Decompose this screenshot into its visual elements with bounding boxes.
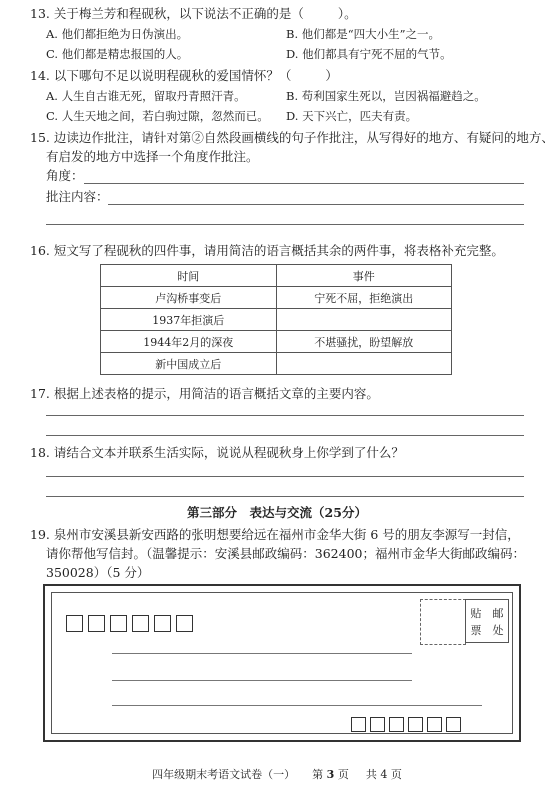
postcode-box[interactable] bbox=[408, 717, 423, 732]
q14-option-d: D. 天下兴亡，匹夫有责。 bbox=[286, 109, 418, 123]
q13-option-b: B. 他们都是“四大小生”之一。 bbox=[286, 27, 441, 41]
table-cell-event-blank[interactable] bbox=[276, 309, 452, 331]
table-row bbox=[101, 331, 452, 353]
sender-address-line[interactable] bbox=[112, 705, 482, 706]
q13-stem-close: ）。 bbox=[337, 6, 357, 21]
footer-exam-title: 四年级期末考语文试卷（一） bbox=[152, 768, 296, 781]
q15-angle-line[interactable] bbox=[84, 183, 524, 184]
q18-answer-line-1[interactable] bbox=[46, 476, 524, 477]
recipient-name-line[interactable] bbox=[112, 680, 412, 681]
q19-stem-line3: 350028）（5 分） bbox=[46, 565, 150, 580]
q14-stem-text: 14. 以下哪句不足以说明程砚秋的爱国情怀？（ bbox=[30, 68, 292, 83]
q13-option-d: D. 他们都具有宁死不屈的气节。 bbox=[286, 47, 452, 61]
q15-content-label: 批注内容： bbox=[46, 189, 109, 204]
postcode-box[interactable] bbox=[110, 615, 127, 632]
stamp-area bbox=[420, 599, 466, 645]
q14-stem-close: ） bbox=[325, 68, 338, 83]
postcode-box[interactable] bbox=[154, 615, 171, 632]
recipient-address-line[interactable] bbox=[112, 653, 412, 654]
stamp-label-text: 贴 邮 票 处 bbox=[470, 607, 504, 637]
q15-angle-label: 角度： bbox=[46, 168, 84, 183]
q14-stem bbox=[30, 68, 338, 84]
q15-content-line-1[interactable] bbox=[108, 204, 524, 205]
table-header-event: 事件 bbox=[276, 265, 452, 287]
postcode-box[interactable] bbox=[427, 717, 442, 732]
table-header-row bbox=[101, 265, 452, 287]
q16-table bbox=[100, 264, 452, 375]
q18-stem: 18. 请结合文本并联系生活实际，说说从程砚秋身上你学到了什么？ bbox=[30, 445, 404, 460]
table-row bbox=[101, 309, 452, 331]
table-cell-time: 1937年拒演后 bbox=[101, 309, 277, 331]
q17-stem: 17. 根据上述表格的提示，用简洁的语言概括文章的主要内容。 bbox=[30, 386, 379, 401]
postcode-box[interactable] bbox=[132, 615, 149, 632]
envelope bbox=[43, 584, 521, 742]
footer-page-post: 页 bbox=[334, 768, 349, 781]
postcode-box[interactable] bbox=[176, 615, 193, 632]
q14-option-a: A. 人生自古谁无死，留取丹青照汗青。 bbox=[46, 89, 246, 103]
q13-stem bbox=[30, 6, 357, 22]
q16-stem: 16. 短文写了程砚秋的四件事，请用简洁的语言概括其余的两件事，将表格补充完整。 bbox=[30, 243, 504, 258]
table-header-time: 时间 bbox=[101, 265, 277, 287]
section-title: 第三部分 表达与交流（25分） bbox=[187, 505, 367, 520]
q14-option-c: C. 人生天地之间，若白驹过隙，忽然而已。 bbox=[46, 109, 269, 123]
q14-option-b: B. 苟利国家生死以，岂因祸福避趋之。 bbox=[286, 89, 486, 103]
q17-answer-line-1[interactable] bbox=[46, 415, 524, 416]
table-cell-time: 1944年2月的深夜 bbox=[101, 331, 277, 353]
table-cell-event-blank[interactable] bbox=[276, 353, 452, 375]
postcode-box[interactable] bbox=[88, 615, 105, 632]
footer-page-pre: 第 bbox=[312, 768, 327, 781]
postcode-box[interactable] bbox=[351, 717, 366, 732]
table-cell-time: 卢沟桥事变后 bbox=[101, 287, 277, 309]
footer-page-number: 3 bbox=[326, 768, 335, 781]
postcode-box[interactable] bbox=[389, 717, 404, 732]
postcode-box[interactable] bbox=[446, 717, 461, 732]
postcode-box[interactable] bbox=[370, 717, 385, 732]
table-row bbox=[101, 287, 452, 309]
q19-stem-line1: 19. 泉州市安溪县新安西路的张明想要给远在福州市金华大街 6 号的朋友李源写一封信， bbox=[30, 527, 520, 542]
q15-stem-line1: 15. 边读边作批注，请针对第②自然段画横线的句子作批注，从写得好的地方、有疑问的地方、 bbox=[30, 130, 554, 145]
page-footer bbox=[0, 768, 554, 782]
stamp-label bbox=[465, 599, 509, 643]
q15-stem-line2: 有启发的地方中选择一个角度作批注。 bbox=[46, 149, 259, 164]
q15-content-line-2[interactable] bbox=[46, 224, 524, 225]
q13-stem-text: 13. 关于梅兰芳和程砚秋，以下说法不正确的是（ bbox=[30, 6, 304, 21]
envelope-inner-frame bbox=[51, 592, 513, 734]
q18-answer-line-2[interactable] bbox=[46, 496, 524, 497]
table-row bbox=[101, 353, 452, 375]
sender-postcode-boxes[interactable] bbox=[351, 717, 461, 732]
table-cell-event: 不堪骚扰，盼望解放 bbox=[276, 331, 452, 353]
table-cell-time: 新中国成立后 bbox=[101, 353, 277, 375]
q13-option-a: A. 他们都拒绝为日伪演出。 bbox=[46, 27, 189, 41]
q19-stem-line2: 请你帮他写信封。（温馨提示：安溪县邮政编码：362400；福州市金华大街邮政编码： bbox=[46, 546, 525, 561]
footer-page-total: 共 4 页 bbox=[365, 768, 402, 781]
recipient-postcode-boxes[interactable] bbox=[66, 615, 193, 632]
postcode-box[interactable] bbox=[66, 615, 83, 632]
table-cell-event: 宁死不屈，拒绝演出 bbox=[276, 287, 452, 309]
q13-option-c: C. 他们都是精忠报国的人。 bbox=[46, 47, 189, 61]
q17-answer-line-2[interactable] bbox=[46, 435, 524, 436]
